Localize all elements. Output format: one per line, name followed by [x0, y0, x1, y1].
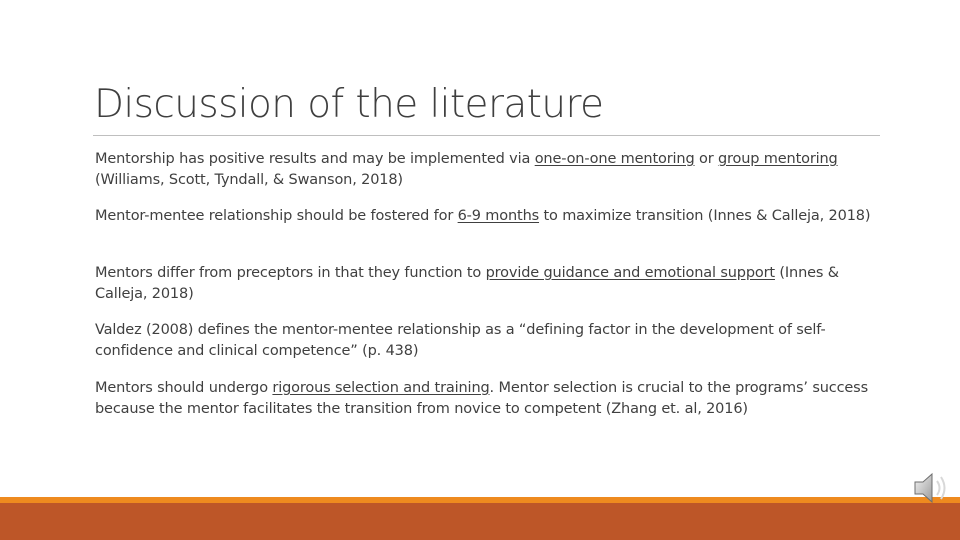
- title-divider: [93, 135, 880, 136]
- bullet-text: Mentors should undergo: [95, 380, 273, 396]
- speaker-icon-graphic: [912, 466, 952, 506]
- footer-bar: [0, 503, 960, 540]
- bullet-mentor-selection: [95, 378, 885, 420]
- bullet-relationship-duration: [95, 206, 885, 227]
- bullet-text: (Innes & Calleja, 2018): [95, 265, 839, 302]
- bullet-mentors-vs-preceptors: [95, 263, 885, 305]
- underlined-term: rigorous selection and training: [272, 380, 490, 396]
- underlined-term: group mentoring: [717, 151, 838, 167]
- bullet-text: or: [694, 151, 718, 167]
- bullet-text: Valdez (2008) defines the mentor-mentee relationship as a “defining factor in the development of self-confidence and clinical competence” (p. 438): [95, 322, 826, 359]
- speaker-icon[interactable]: [912, 466, 952, 506]
- bullet-text: Mentors differ from preceptors in that they function to: [95, 265, 486, 281]
- bullet-text: Mentor-mentee relationship should be fostered for: [95, 208, 458, 224]
- bullet-mentorship-results: [95, 149, 885, 191]
- underlined-term: provide guidance and emotional support: [485, 265, 775, 281]
- underlined-term: 6-9 months: [457, 208, 540, 224]
- slide-title: Discussion of the literature: [94, 82, 604, 127]
- bullet-text: to maximize transition (Innes & Calleja, 2018): [539, 208, 871, 224]
- bullet-text: Mentorship has positive results and may be implemented via: [95, 151, 535, 167]
- bullet-text: . Mentor selection is crucial to the programs’ success because the mentor facilitates the transition from novice to competent (Zhang et. al, 2016): [95, 380, 868, 417]
- citation: (Williams, Scott, Tyndall, & Swanson, 2018): [95, 172, 403, 188]
- underlined-term: one-on-one mentoring: [534, 151, 695, 167]
- bullet-valdez-definition: [95, 320, 885, 362]
